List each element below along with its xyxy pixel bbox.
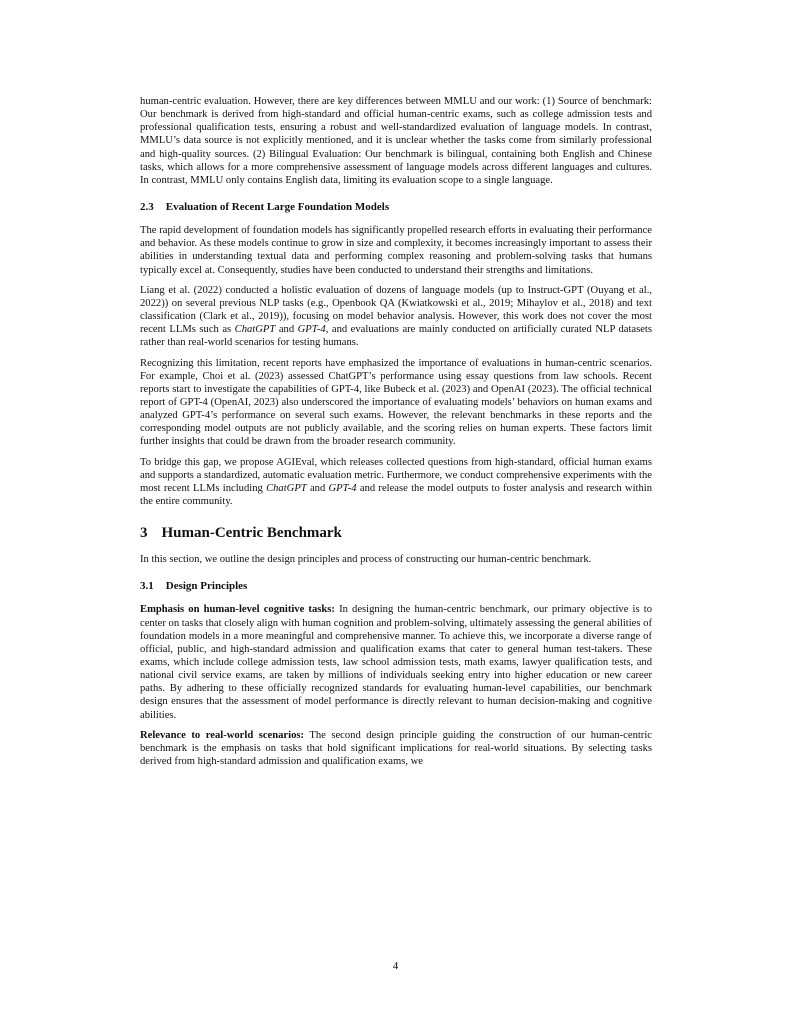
heading-title: Evaluation of Recent Large Foundation Models	[165, 201, 390, 214]
term-chatgpt: ChatGPT	[266, 482, 307, 494]
heading-number: 3	[140, 525, 148, 542]
paragraph-continuation: human-centric evaluation. However, there are key differences between MMLU and our work: (1) Source of benchmark: Our benchmark is derived from high-standard and official human-centric exams, such as college admission tests and professional qualification tests, ensuring a robust and well-standardized evaluation of language models. In contrast, MMLU’s data source is not explicitly mentioned, and it is unclear whether the tasks come from similarly professional and high-quality sources. (2) Bilingual Evaluation: Our benchmark is bilingual, containing both English and Chinese tasks, which allows for a more comprehensive assessment of language models across different languages and cultures. In contrast, MMLU only contains English data, limiting its evaluation scope to a single language.	[140, 96, 652, 186]
page-number: 4	[392, 960, 399, 972]
paragraph-2-3-2: Liang et al. (2022) conducted a holistic evaluation of dozens of language models (up to Instruct-GPT (Ouyang et al., 2022)) on several previous NLP tasks (e.g., Openbook QA (Kwiatkowski et al., 2019; Mihaylov et al., 2018) and text classification (Clark et al., 2019)), focusing on model behavior analysis. However, this work does not cover the most recent LLMs such as ChatGPT and GPT-4, and evaluations are mainly conducted on artificially curated NLP datasets rather than real-world scenarios for testing humans.	[140, 284, 652, 349]
heading-title: Human-Centric Benchmark	[161, 525, 342, 542]
run-in-heading: Emphasis on human-level cognitive tasks:	[140, 604, 335, 616]
paragraph-2-3-3: Recognizing this limitation, recent reports have emphasized the importance of evaluations in human-centric scenarios. For example, Choi et al. (2023) assessed ChatGPT’s performance using essay questions from law schools. Recent reports start to investigate the capabilities of GPT-4, like Bubeck et al. (2023) and OpenAI (2023). The official technical report of GPT-4 (OpenAI, 2023) also underscored the importance of evaluating models’ behaviors on human exams and analyzed GPT-4’s performance on several such exams. However, the relevant benchmarks in these reports and the corresponding model outputs are not publicly available, and the scoring relies on human experts. These factors limit further insights that could be drawn from the broader research community.	[140, 357, 652, 448]
paragraph-3-intro: In this section, we outline the design principles and process of constructing our human-centric benchmark.	[140, 554, 592, 566]
term-gpt4: GPT-4	[328, 482, 357, 494]
term-gpt4: GPT-4	[297, 324, 326, 336]
paragraph-3-1-1: Emphasis on human-level cognitive tasks: In designing the human-centric benchmark, our primary objective is to center on tasks that closely align with human cognition and problem-solving, ultimately assessing the general abilities of foundation models in a more meaningful and comprehensive manner. To achieve this, we incorporate a diverse range of official, public, and high-standard admission and qualification exams that cater to general human test-takers. These exams, which include college admission tests, law school admission tests, math exams, lawyer qualification tests, and national civil service exams, are taken by millions of individuals seeking entry into higher education or new career paths. By adhering to these officially recognized standards for evaluating human-level capabilities, our benchmark design ensures that the assessment of model performance is directly relevant to human decision-making and cognitive abilities.	[140, 604, 653, 721]
heading-number: 3.1	[140, 580, 154, 593]
heading-3-1	[140, 579, 652, 593]
paragraph-3-1-2: Relevance to real-world scenarios: The second design principle guiding the construction of our human-centric benchmark is the emphasis on tasks that hold significant implications for real-world situations. By selecting tasks derived from high-standard admission and qualification exams, we	[140, 729, 652, 768]
paragraph-2-3-1: The rapid development of foundation models has significantly propelled research efforts in evaluating their performance and behavior. As these models continue to grow in size and complexity, it becomes increasingly important to assess their abilities in understanding textual data and performing complex reasoning and problem-solving tasks that humans typically excel at. Consequently, studies have been conducted to understand their strengths and limitations.	[140, 225, 652, 276]
run-in-heading: Relevance to real-world scenarios:	[140, 729, 305, 741]
page-body	[140, 95, 652, 775]
term-chatgpt: ChatGPT	[234, 324, 276, 336]
heading-section-3	[140, 524, 652, 542]
heading-number: 2.3	[140, 201, 154, 214]
heading-2-3	[140, 200, 652, 214]
paragraph-2-3-4: To bridge this gap, we propose AGIEval, which releases collected questions from high-standard, official human exams and supports a standardized, automatic evaluation metric. Furthermore, we conduct comprehensive experiments with the most recent LLMs including ChatGPT and GPT-4 and release the model outputs to foster analysis and research within the entire community.	[140, 456, 653, 508]
heading-title: Design Principles	[165, 580, 248, 593]
